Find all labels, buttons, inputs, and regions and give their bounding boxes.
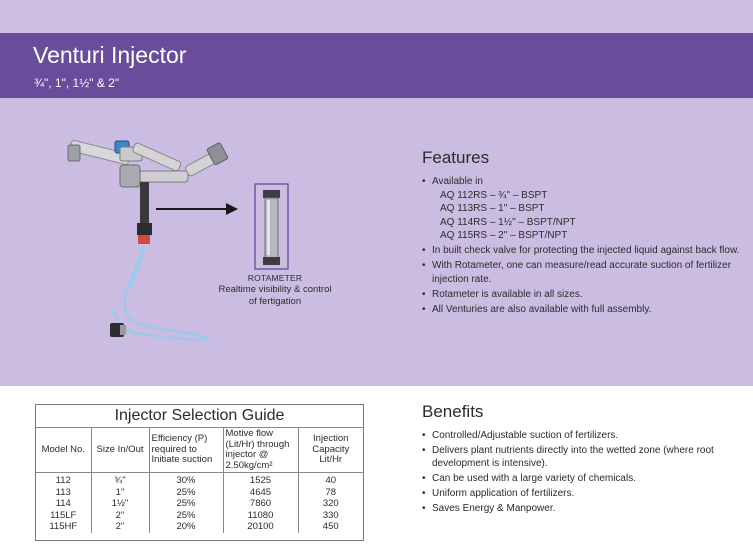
- page-title: Venturi Injector: [33, 42, 187, 68]
- table-row: [36, 487, 363, 499]
- cell-capacity: 450: [298, 521, 363, 533]
- top-color-strip: [0, 0, 753, 33]
- rotameter-label: ROTAMETER: [247, 273, 303, 283]
- cell-capacity: 40: [298, 473, 363, 487]
- cell-size: 1½": [91, 498, 149, 510]
- cell-motive-flow: 11080: [223, 510, 298, 522]
- feature-item: • In built check valve for protecting the injected liquid against back flow.: [422, 244, 742, 258]
- cell-motive-flow: 7860: [223, 498, 298, 510]
- features-section: [422, 148, 742, 318]
- benefits-heading: Benefits: [422, 402, 484, 421]
- table-row: [36, 473, 363, 487]
- benefit-item: • Delivers plant nutrients directly into the wetted zone (where root development is intensive).: [422, 444, 742, 471]
- feature-item: • With Rotameter, one can measure/read accurate suction of fertilizer injection rate.: [422, 259, 742, 286]
- feature-item: • All Venturies are also available with full assembly.: [422, 303, 742, 317]
- benefit-item: • Can be used with a large variety of chemicals.: [422, 472, 742, 486]
- cell-size: 1": [91, 487, 149, 499]
- cell-model: 113: [36, 487, 91, 499]
- features-list: [422, 175, 742, 316]
- rotameter-caption-line1: Realtime visibility & control: [218, 284, 332, 295]
- cell-model: 114: [36, 498, 91, 510]
- table-row: [36, 498, 363, 510]
- model-line: AQ 115RS – 2" – BSPT/NPT: [440, 230, 568, 241]
- title-bar: [0, 33, 753, 98]
- model-line: AQ 112RS – ¾" – BSPT: [440, 189, 548, 201]
- feature-item-available: [422, 175, 742, 243]
- col-header-motive-flow: Motive flow (Lit/Hr) through injector @ 2.50kg/cm²: [223, 428, 298, 473]
- cell-capacity: 320: [298, 498, 363, 510]
- cell-efficiency: 25%: [149, 510, 223, 522]
- table-row: [36, 521, 363, 533]
- rotameter-caption-line2: of fertigation: [248, 296, 302, 307]
- table-header-row: [36, 428, 363, 473]
- col-header-capacity: Injection Capacity Lit/Hr: [298, 428, 363, 473]
- sizes-subtitle: ¾", 1", 1½" & 2": [34, 76, 120, 90]
- cell-model: 115LF: [36, 510, 91, 522]
- col-header-efficiency: Efficiency (P) required to Initiate suction: [149, 428, 223, 473]
- arrow-right-icon: [156, 203, 238, 215]
- benefits-section: [422, 402, 742, 516]
- injector-selection-guide: [35, 404, 364, 541]
- benefits-list: [422, 429, 742, 515]
- cell-model: 112: [36, 473, 91, 487]
- rotameter-image: [255, 184, 288, 269]
- cell-efficiency: 20%: [149, 521, 223, 533]
- cell-size: ¾": [91, 473, 149, 487]
- benefit-item: • Uniform application of fertilizers.: [422, 487, 742, 501]
- injector-assembly-image: [68, 140, 228, 340]
- benefit-item: • Saves Energy & Manpower.: [422, 502, 742, 516]
- available-in-label: Available in: [432, 176, 483, 187]
- cell-capacity: 78: [298, 487, 363, 499]
- cell-efficiency: 30%: [149, 473, 223, 487]
- model-line: AQ 113RS – 1" – BSPT: [440, 203, 545, 214]
- cell-efficiency: 25%: [149, 498, 223, 510]
- feature-item: • Rotameter is available in all sizes.: [422, 288, 742, 302]
- cell-motive-flow: 20100: [223, 521, 298, 533]
- selection-table: [36, 428, 363, 533]
- cell-size: 2": [91, 510, 149, 522]
- cell-efficiency: 25%: [149, 487, 223, 499]
- col-header-model: Model No.: [36, 428, 91, 473]
- benefit-item: • Controlled/Adjustable suction of fertilizers.: [422, 429, 742, 443]
- guide-title: Injector Selection Guide: [36, 405, 363, 428]
- venturi-injector-illustration: [60, 127, 380, 357]
- col-header-size: Size In/Out: [91, 428, 149, 473]
- cell-size: 2": [91, 521, 149, 533]
- table-row: [36, 510, 363, 522]
- cell-motive-flow: 4645: [223, 487, 298, 499]
- model-line: AQ 114RS – 1½" – BSPT/NPT: [440, 216, 576, 228]
- cell-model: 115HF: [36, 521, 91, 533]
- cell-motive-flow: 1525: [223, 473, 298, 487]
- rotameter-caption: [205, 272, 345, 308]
- features-heading: Features: [422, 148, 490, 167]
- cell-capacity: 330: [298, 510, 363, 522]
